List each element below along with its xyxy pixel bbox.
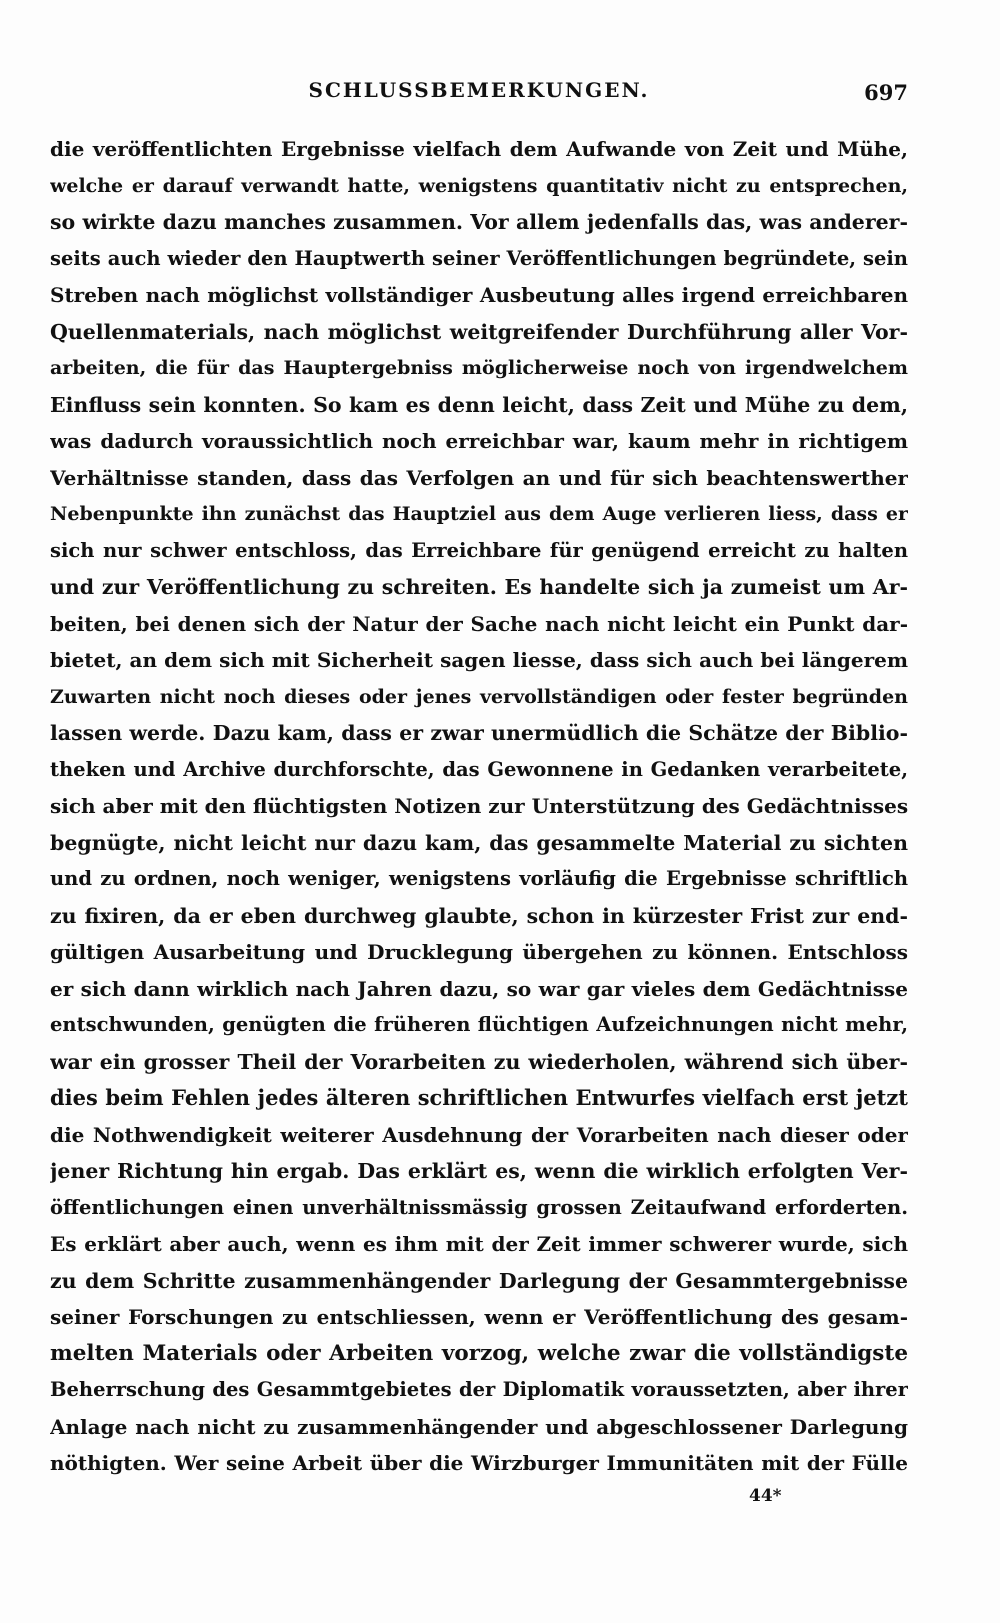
text-line: Verhältnisse standen, dass das Verfolgen an und für sich beachtenswerther (50, 465, 908, 490)
text-line: war ein grosser Theil der Vorarbeiten zu wiederholen, während sich über- (50, 1049, 908, 1074)
text-line: was dadurch voraussichtlich noch erreichbar war, kaum mehr in richtigem (50, 429, 908, 453)
body-text (50, 131, 908, 1482)
text-line: Streben nach möglichst vollständiger Ausbeutung alles irgend erreichbaren (50, 283, 908, 307)
running-head (50, 78, 908, 110)
text-line: die Nothwendigkeit weiterer Ausdehnung der Vorarbeiten nach dieser oder (50, 1122, 908, 1147)
text-line: seits auch wieder den Hauptwerth seiner Veröffentlichungen begründete, sein (50, 246, 908, 270)
text-line: so wirkte dazu manches zusammen. Vor allem jedenfalls das, was anderer- (50, 210, 908, 234)
text-line: öffentlichungen einen unverhältnissmässig grossen Zeitaufwand erforderten. (50, 1195, 908, 1219)
text-line: Einfluss sein konnten. So kam es denn leicht, dass Zeit und Mühe zu dem, (50, 392, 908, 417)
text-line: nöthigten. Wer seine Arbeit über die Wirzburger Immunitäten mit der Fülle (50, 1451, 908, 1475)
text-line: jener Richtung hin ergab. Das erklärt es, wenn die wirklich erfolgten Ver- (50, 1159, 908, 1183)
text-line: dies beim Fehlen jedes älteren schriftlichen Entwurfes vielfach erst jetzt (50, 1085, 908, 1110)
text-line: bietet, an dem sich mit Sicherheit sagen liesse, dass sich auch bei längerem (50, 648, 908, 672)
text-line: Es erklärt aber auch, wenn es ihm mit der Zeit immer schwerer wurde, sich (50, 1232, 908, 1256)
text-line: arbeiten, die für das Hauptergebniss möglicherweise noch von irgendwelchem (50, 357, 908, 379)
text-line: welche er darauf verwandt hatte, wenigstens quantitativ nicht zu entsprechen, (50, 174, 908, 197)
text-line: und zu ordnen, noch weniger, wenigstens vorläufig die Ergebnisse schriftlich (50, 867, 908, 890)
text-line: Quellenmaterials, nach möglichst weitgreifender Durchführung aller Vor- (50, 319, 908, 344)
text-line: theken und Archive durchforschte, das Gewonnene in Gedanken verarbeitete, (50, 757, 908, 781)
text-line: zu dem Schritte zusammenhängender Darlegung der Gesammtergebnisse (50, 1268, 908, 1293)
text-line: gültigen Ausarbeitung und Drucklegung übergehen zu können. Entschloss (50, 940, 908, 964)
text-line: entschwunden, genügten die früheren flüchtigen Aufzeichnungen nicht mehr, (50, 1013, 908, 1036)
text-line: er sich dann wirklich nach Jahren dazu, so war gar vieles dem Gedächtnisse (50, 976, 908, 1001)
running-head-title: SCHLUSSBEMERKUNGEN. (308, 78, 650, 102)
text-line: beiten, bei denen sich der Natur der Sache nach nicht leicht ein Punkt dar- (50, 611, 908, 636)
text-line: Anlage nach nicht zu zusammenhängender und abgeschlossener Darlegung (50, 1414, 908, 1439)
text-line: melten Materials oder Arbeiten vorzog, welche zwar die vollständigste (50, 1340, 908, 1366)
text-line: seiner Forschungen zu entschliessen, wenn er Veröffentlichung des gesam- (50, 1305, 908, 1329)
text-line: und zur Veröffentlichung zu schreiten. Es handelte sich ja zumeist um Ar- (50, 575, 908, 599)
signature-mark: 44* (749, 1486, 782, 1506)
text-line: die veröffentlichten Ergebnisse vielfach dem Aufwande von Zeit und Mühe, (50, 137, 908, 161)
text-line: Zuwarten nicht noch dieses oder jenes vervollständigen oder fester begründen (50, 685, 908, 708)
page-number: 697 (864, 80, 908, 105)
text-line: lassen werde. Dazu kam, dass er zwar unermüdlich die Schätze der Biblio- (50, 721, 908, 745)
text-line: Nebenpunkte ihn zunächst das Hauptziel aus dem Auge verlieren liess, dass er (50, 503, 908, 525)
text-line: Beherrschung des Gesammtgebietes der Diplomatik voraussetzten, aber ihrer (50, 1378, 908, 1401)
text-line: sich aber mit den flüchtigsten Notizen zur Unterstützung des Gedächtnisses (50, 794, 908, 818)
text-line: zu fixiren, da er eben durchweg glaubte, schon in kürzester Frist zur end- (50, 903, 908, 928)
text-line: begnügte, nicht leicht nur dazu kam, das gesammelte Material zu sichten (50, 830, 908, 855)
text-line: sich nur schwer entschloss, das Erreichbare für genügend erreicht zu halten (50, 538, 908, 562)
